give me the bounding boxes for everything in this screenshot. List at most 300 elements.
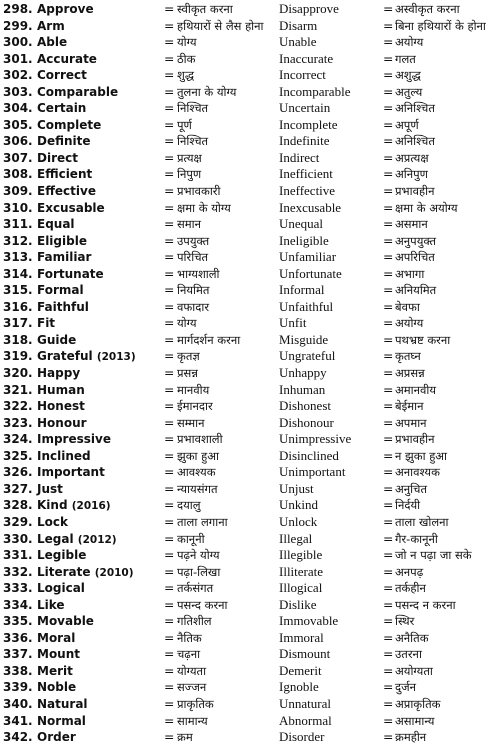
entry-number: 328. — [3, 498, 33, 513]
list-item — [0, 729, 475, 746]
entry-word — [37, 663, 73, 680]
entry-word — [37, 200, 105, 217]
entry-meaning: मानवीय — [177, 382, 210, 397]
equals-sign: = — [164, 34, 175, 50]
entry-word — [37, 266, 104, 283]
antonym-word: Unable — [279, 34, 317, 50]
antonym-word: Indirect — [279, 149, 320, 165]
entry-meaning: गतिशील — [177, 614, 212, 629]
equals-sign: = — [383, 596, 394, 612]
equals-sign: = — [164, 513, 175, 529]
antonym-word: Disorder — [279, 729, 325, 745]
antonym-word: Inaccurate — [279, 50, 334, 66]
entry-word — [37, 729, 76, 746]
entry-number: 322. — [3, 399, 33, 414]
entry-meaning: क्षमा के योग्य — [177, 200, 231, 215]
entry-word — [37, 613, 94, 630]
entry-meaning: प्रत्यक्ष — [177, 150, 202, 165]
entry-meaning: सामान्य — [177, 713, 208, 728]
entry-word-text: Able — [37, 35, 68, 50]
equals-sign: = — [383, 232, 394, 248]
entry-number: 333. — [3, 581, 33, 596]
equals-sign: = — [164, 83, 175, 99]
equals-sign: = — [383, 83, 394, 99]
equals-sign: = — [164, 497, 175, 513]
equals-sign: = — [383, 729, 394, 745]
entry-number: 326. — [3, 465, 33, 480]
equals-sign: = — [164, 712, 175, 728]
entry-meaning: प्रभावकारी — [177, 184, 221, 199]
entry-word — [37, 67, 87, 84]
entry-word — [37, 233, 87, 250]
antonym-meaning: अभागा — [395, 266, 425, 281]
entry-word-text: Eligible — [37, 233, 87, 248]
entry-meaning: निश्चित — [177, 134, 209, 149]
entry-word-text: Familiar — [37, 250, 92, 265]
entry-word — [37, 34, 67, 51]
list-item — [0, 597, 475, 614]
antonym-meaning: क्षमा के अयोग्य — [395, 200, 458, 215]
equals-sign: = — [164, 695, 175, 711]
antonym-word: Illegal — [279, 530, 313, 546]
antonym-word: Immoral — [279, 629, 324, 645]
entry-meaning: पढ़ने योग्य — [177, 548, 220, 563]
entry-meaning: ताला लगाना — [177, 514, 228, 529]
equals-sign: = — [383, 563, 394, 579]
equals-sign: = — [164, 563, 175, 579]
entry-word — [37, 348, 136, 366]
entry-word-text: Certain — [37, 101, 87, 116]
entry-meaning: पसन्द करना — [177, 597, 228, 612]
antonym-meaning: अस्वीकृत करना — [395, 2, 460, 16]
antonym-word: Dislike — [279, 596, 317, 612]
antonym-meaning: असमान — [395, 217, 428, 232]
antonym-meaning: जो न पढ़ा जा सके — [395, 548, 472, 563]
equals-sign: = — [383, 365, 394, 381]
entry-word — [37, 531, 117, 549]
equals-sign: = — [383, 199, 394, 215]
entry-word-text: Accurate — [37, 51, 97, 66]
equals-sign: = — [164, 315, 175, 331]
equals-sign: = — [164, 447, 175, 463]
list-item — [0, 630, 475, 647]
antonym-meaning: पसन्द न करना — [395, 597, 456, 612]
equals-sign: = — [164, 183, 175, 199]
antonym-word: Unequal — [279, 216, 324, 232]
equals-sign: = — [164, 331, 175, 347]
antonym-word: Inefficient — [279, 166, 333, 182]
antonym-meaning: बिना हथियारों के होना — [395, 18, 486, 33]
entry-number: 317. — [3, 316, 33, 331]
equals-sign: = — [383, 712, 394, 728]
entry-word-text: Honour — [37, 415, 87, 430]
equals-sign: = — [164, 149, 175, 165]
antonym-meaning: बेवफा — [395, 299, 420, 314]
entry-word — [37, 431, 111, 448]
entry-word-text: Direct — [37, 150, 78, 165]
entry-number: 342. — [3, 730, 33, 745]
list-item — [0, 51, 475, 68]
entry-word-text: Legible — [37, 548, 87, 563]
equals-sign: = — [164, 348, 175, 364]
entry-word-text: Merit — [37, 663, 73, 678]
antonym-word: Disarm — [279, 17, 318, 33]
antonym-meaning: अशुद्ध — [395, 68, 421, 83]
list-item — [0, 84, 475, 101]
antonym-meaning: अप्राकृतिक — [395, 696, 441, 711]
antonym-meaning: तर्कहीन — [395, 581, 426, 596]
entry-number: 314. — [3, 266, 33, 281]
list-item — [0, 133, 475, 150]
antonym-word: Unlock — [279, 513, 318, 529]
equals-sign: = — [164, 133, 175, 149]
list-item — [0, 531, 475, 548]
antonym-word: Unimportant — [279, 464, 346, 480]
list-item — [0, 249, 475, 266]
entry-word — [37, 18, 65, 35]
equals-sign: = — [164, 282, 175, 298]
antonym-meaning: पथभ्रष्ट करना — [395, 332, 451, 347]
list-item — [0, 117, 475, 134]
list-item — [0, 646, 475, 663]
equals-sign: = — [164, 166, 175, 182]
entry-meaning: नैतिक — [177, 630, 202, 645]
entry-word — [37, 100, 86, 117]
entry-number: 329. — [3, 514, 33, 529]
equals-sign: = — [164, 265, 175, 281]
equals-sign: = — [383, 398, 394, 414]
antonym-meaning: प्रभावहीन — [395, 184, 435, 199]
entry-meaning: क्रम — [177, 730, 193, 745]
equals-sign: = — [383, 480, 394, 496]
entry-number: 336. — [3, 630, 33, 645]
entry-meaning: नियमित — [177, 283, 210, 298]
entry-word-text: Excusable — [37, 200, 105, 215]
equals-sign: = — [383, 646, 394, 662]
antonym-meaning: अयोग्य — [395, 316, 424, 331]
equals-sign: = — [164, 17, 175, 33]
entry-word — [37, 481, 63, 498]
antonym-word: Uncertain — [279, 100, 331, 116]
entry-number: 299. — [3, 18, 33, 33]
list-item — [0, 663, 475, 680]
entry-number: 320. — [3, 366, 33, 381]
entry-number: 303. — [3, 84, 33, 99]
antonym-meaning: निर्दयी — [395, 498, 421, 513]
entry-word-text: Noble — [37, 680, 77, 695]
equals-sign: = — [383, 183, 394, 199]
antonym-word: Illiterate — [279, 563, 324, 579]
exam-year: (2012) — [77, 533, 117, 546]
entry-word-text: Inclined — [37, 448, 91, 463]
entry-meaning: सम्मान — [177, 415, 205, 430]
entry-number: 330. — [3, 531, 33, 546]
equals-sign: = — [383, 282, 394, 298]
antonym-meaning: न झुका हुआ — [395, 448, 448, 463]
entry-word-text: Fit — [37, 316, 56, 331]
antonym-meaning: अनिश्चित — [395, 134, 435, 149]
equals-sign: = — [383, 414, 394, 430]
equals-sign: = — [383, 298, 394, 314]
entry-meaning: आवश्यक — [177, 465, 216, 480]
equals-sign: = — [383, 166, 394, 182]
entry-number: 301. — [3, 51, 33, 66]
entry-word — [37, 630, 75, 647]
entry-word-text: Kind — [37, 498, 68, 513]
entry-word — [37, 448, 91, 465]
equals-sign: = — [383, 695, 394, 711]
antonym-word: Dishonest — [279, 398, 331, 414]
entry-word — [37, 249, 91, 266]
equals-sign: = — [164, 629, 175, 645]
equals-sign: = — [383, 149, 394, 165]
entry-word-text: Arm — [37, 18, 65, 33]
antonym-word: Unhappy — [279, 365, 327, 381]
list-item — [0, 464, 475, 481]
equals-sign: = — [383, 381, 394, 397]
entry-number: 307. — [3, 150, 33, 165]
list-item — [0, 315, 475, 332]
equals-sign: = — [164, 431, 175, 447]
entry-number: 324. — [3, 432, 33, 447]
entry-number: 323. — [3, 415, 33, 430]
exam-year: (2016) — [71, 500, 111, 513]
antonym-meaning: अनुचित — [395, 481, 428, 496]
antonym-list — [0, 1, 486, 746]
entry-word-text: Lock — [37, 514, 68, 529]
antonym-word: Unfamiliar — [279, 249, 337, 265]
entry-meaning: योग्य — [177, 35, 197, 50]
equals-sign: = — [383, 530, 394, 546]
antonym-word: Abnormal — [279, 712, 332, 728]
list-item — [0, 679, 475, 696]
antonym-word: Disapprove — [279, 1, 339, 16]
entry-meaning: परिचित — [177, 250, 209, 265]
antonym-meaning: गलत — [395, 51, 416, 66]
list-item — [0, 481, 475, 498]
entry-word — [37, 51, 97, 68]
equals-sign: = — [164, 199, 175, 215]
equals-sign: = — [383, 133, 394, 149]
entry-word-text: Happy — [37, 366, 81, 381]
equals-sign: = — [164, 679, 175, 695]
entry-word-text: Effective — [37, 184, 96, 199]
equals-sign: = — [383, 580, 394, 596]
entry-meaning: पूर्ण — [177, 117, 192, 132]
entry-word — [37, 597, 65, 614]
equals-sign: = — [164, 530, 175, 546]
antonym-word: Informal — [279, 282, 325, 298]
list-item — [0, 166, 475, 183]
antonym-meaning: अप्रत्यक्ष — [395, 150, 429, 165]
antonym-meaning: अयोग्य — [395, 35, 424, 50]
entry-word-text: Just — [37, 481, 63, 496]
entry-number: 318. — [3, 332, 33, 347]
equals-sign: = — [164, 646, 175, 662]
entry-number: 309. — [3, 184, 33, 199]
entry-number: 300. — [3, 35, 33, 50]
antonym-meaning: अमानवीय — [395, 382, 437, 397]
antonym-meaning: स्थिर — [395, 614, 415, 629]
antonym-word: Unimpressive — [279, 431, 352, 447]
antonym-meaning: अनिश्चित — [395, 101, 435, 116]
equals-sign: = — [164, 67, 175, 83]
entry-meaning: योग्य — [177, 316, 197, 331]
antonym-word: Dishonour — [279, 414, 334, 430]
list-item — [0, 497, 475, 514]
entry-meaning: प्रभावशाली — [177, 432, 223, 447]
equals-sign: = — [383, 613, 394, 629]
antonym-meaning: दुर्जन — [395, 680, 417, 695]
equals-sign: = — [164, 365, 175, 381]
entry-word-text: Movable — [37, 614, 94, 629]
entry-meaning: न्यायसंगत — [177, 481, 218, 496]
entry-word — [37, 398, 85, 415]
entry-word — [37, 382, 85, 399]
equals-sign: = — [164, 249, 175, 265]
antonym-word: Dismount — [279, 646, 331, 662]
entry-word-text: Equal — [37, 217, 75, 232]
equals-sign: = — [164, 596, 175, 612]
entry-meaning: पढ़ा-लिखा — [177, 564, 221, 579]
equals-sign: = — [383, 265, 394, 281]
entry-meaning: कानूनी — [177, 531, 205, 546]
list-item — [0, 613, 475, 630]
equals-sign: = — [164, 381, 175, 397]
antonym-word: Ineffective — [279, 183, 336, 199]
equals-sign: = — [383, 116, 394, 132]
entry-meaning: योग्यता — [177, 663, 207, 678]
entry-word-text: Impressive — [37, 432, 111, 447]
entry-meaning: शुद्ध — [177, 68, 195, 83]
entry-word-text: Natural — [37, 696, 88, 711]
equals-sign: = — [383, 447, 394, 463]
list-item — [0, 34, 475, 51]
antonym-word: Ungrateful — [279, 348, 336, 364]
list-item — [0, 67, 475, 84]
entry-word — [37, 166, 92, 183]
entry-meaning: दयालु — [177, 498, 201, 513]
antonym-word: Illogical — [279, 580, 323, 596]
entry-number: 302. — [3, 68, 33, 83]
entry-word — [37, 315, 55, 332]
entry-word — [37, 133, 91, 150]
antonym-meaning: उतरना — [395, 647, 422, 662]
entry-number: 315. — [3, 283, 33, 298]
list-item — [0, 547, 475, 564]
list-item — [0, 365, 475, 382]
entry-number: 308. — [3, 167, 33, 182]
equals-sign: = — [383, 315, 394, 331]
list-item — [0, 514, 475, 531]
entry-word-text: Comparable — [37, 84, 119, 99]
entry-meaning: कृतज्ञ — [177, 349, 200, 364]
list-item — [0, 713, 475, 730]
exam-year: (2010) — [94, 566, 134, 579]
antonym-meaning: अनावश्यक — [395, 465, 440, 480]
equals-sign: = — [383, 67, 394, 83]
equals-sign: = — [164, 480, 175, 496]
equals-sign: = — [383, 216, 394, 232]
entry-number: 313. — [3, 250, 33, 265]
entry-word — [37, 464, 105, 481]
list-item — [0, 266, 475, 283]
entry-number: 327. — [3, 481, 33, 496]
entry-word-text: Mount — [37, 647, 81, 662]
antonym-word: Incomparable — [279, 83, 351, 99]
antonym-word: Unjust — [279, 480, 314, 496]
entry-word — [37, 415, 87, 432]
equals-sign: = — [383, 431, 394, 447]
entry-word — [37, 497, 111, 515]
equals-sign: = — [383, 17, 394, 33]
entry-word — [37, 365, 80, 382]
equals-sign: = — [164, 398, 175, 414]
antonym-word: Ignoble — [279, 679, 319, 695]
entry-meaning: ईमानदार — [177, 399, 213, 414]
list-item — [0, 216, 475, 233]
equals-sign: = — [383, 662, 394, 678]
entry-meaning: प्राकृतिक — [177, 696, 214, 711]
list-item — [0, 282, 475, 299]
equals-sign: = — [164, 547, 175, 563]
entry-meaning: स्वीकृत करना — [177, 2, 233, 16]
entry-word-text: Legal — [37, 531, 74, 546]
entry-meaning: निपुण — [177, 167, 202, 182]
entry-number: 340. — [3, 696, 33, 711]
entry-word — [37, 117, 101, 134]
equals-sign: = — [164, 50, 175, 66]
entry-word-text: Important — [37, 465, 105, 480]
entry-word-text: Efficient — [37, 167, 93, 182]
list-item — [0, 580, 475, 597]
list-item — [0, 564, 475, 581]
antonym-meaning: अनिपुण — [395, 167, 428, 182]
equals-sign: = — [164, 580, 175, 596]
antonym-word: Inhuman — [279, 381, 326, 397]
antonym-word: Incorrect — [279, 67, 326, 83]
antonym-meaning: कृतघ्न — [395, 349, 421, 364]
entry-word-text: Human — [37, 382, 85, 397]
equals-sign: = — [164, 613, 175, 629]
equals-sign: = — [383, 34, 394, 50]
entry-word — [37, 679, 76, 696]
list-item — [0, 299, 475, 316]
antonym-word: Unnatural — [279, 695, 331, 711]
entry-number: 337. — [3, 647, 33, 662]
entry-meaning: समान — [177, 217, 202, 232]
entry-meaning: तुलना के योग्य — [177, 84, 237, 99]
antonym-word: Inexcusable — [279, 199, 342, 215]
antonym-word: Unkind — [279, 497, 318, 513]
list-item — [0, 448, 475, 465]
equals-sign: = — [383, 464, 394, 480]
equals-sign: = — [383, 249, 394, 265]
equals-sign: = — [164, 464, 175, 480]
entry-word — [37, 646, 80, 663]
equals-sign: = — [164, 298, 175, 314]
antonym-meaning: अपरिचित — [395, 250, 435, 265]
antonym-meaning: अनपढ़ — [395, 564, 424, 579]
entry-meaning: उपयुक्त — [177, 233, 210, 248]
entry-meaning: ठीक — [177, 51, 196, 66]
entry-word — [37, 299, 89, 316]
equals-sign: = — [383, 629, 394, 645]
antonym-meaning: अपूर्ण — [395, 117, 419, 132]
antonym-meaning: अपमान — [395, 415, 427, 430]
antonym-word: Disinclined — [279, 447, 339, 463]
entry-meaning: प्रसन्न — [177, 366, 198, 381]
